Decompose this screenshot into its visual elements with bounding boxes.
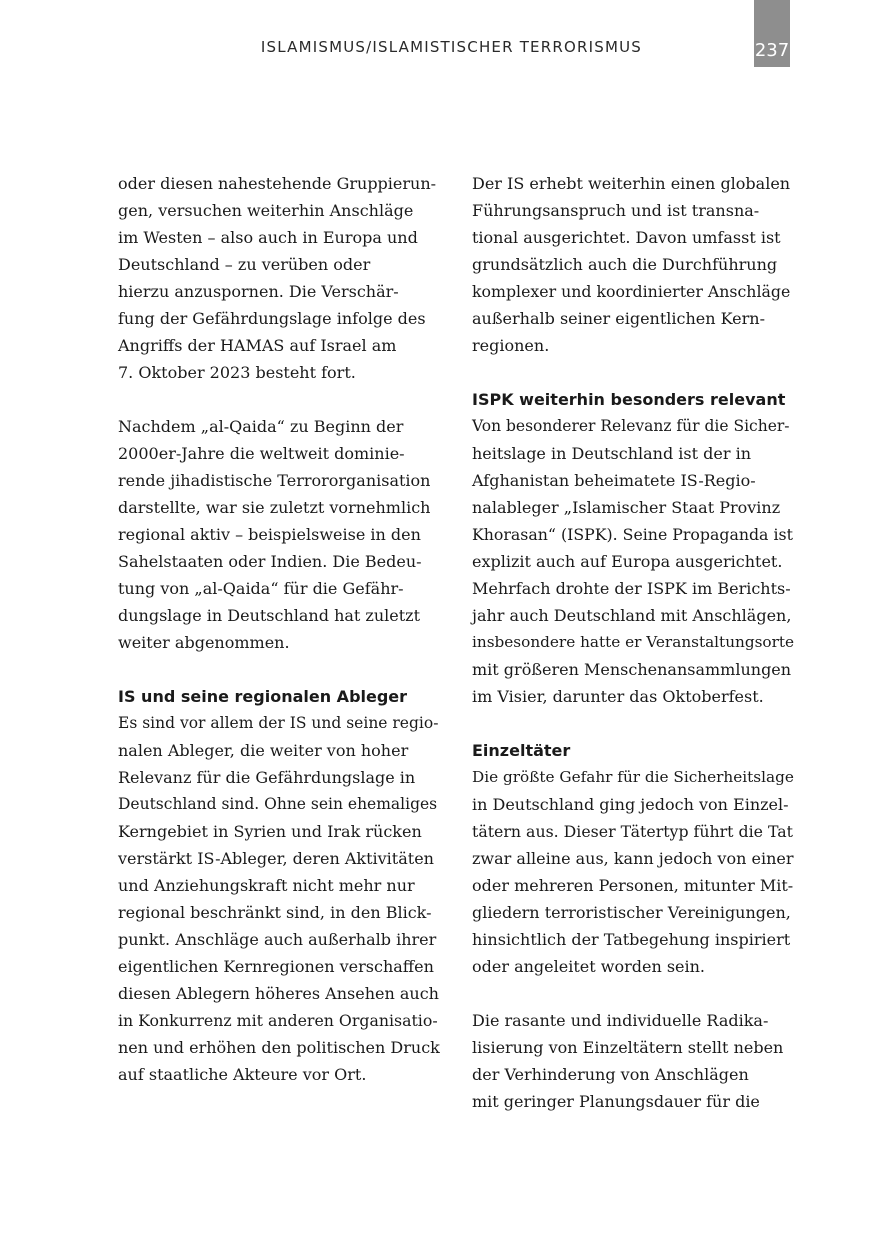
text-line: tional ausgerichtet. Davon umfasst ist — [472, 228, 781, 247]
text-line: regional beschränkt sind, in den Blick- — [118, 903, 432, 922]
text-line: und Anziehungskraft nicht mehr nur — [118, 876, 415, 895]
left-column — [118, 170, 440, 1088]
paragraph — [472, 737, 794, 980]
text-line: Kerngebiet in Syrien und Irak rücken — [118, 822, 422, 841]
text-line: verstärkt IS-Ableger, deren Aktivitäten — [118, 849, 434, 868]
text-line: weiter abgenommen. — [118, 633, 290, 652]
text-line: dungslage in Deutschland hat zuletzt — [118, 606, 421, 625]
text-line: tätern aus. Dieser Tätertyp führt die Tat — [472, 822, 793, 841]
text-line: Deutschland – zu verüben oder — [118, 255, 371, 274]
text-line: darstellte, war sie zuletzt vornehmlich — [118, 498, 431, 517]
text-line: rende jihadistische Terrororganisation — [118, 471, 431, 490]
text-line: Sahelstaaten oder Indien. Die Bedeu- — [118, 552, 422, 571]
text-line: in Konkurrenz mit anderen Organisatio- — [118, 1011, 438, 1030]
text-line: gen, versuchen weiterhin Anschläge — [118, 201, 414, 220]
text-line: heitslage in Deutschland ist der in — [472, 444, 751, 463]
text-line: fung der Gefährdungslage infolge des — [118, 309, 426, 328]
paragraph-spacer — [118, 656, 440, 683]
text-line: eigentlichen Kernregionen verschaffen — [118, 957, 434, 976]
paragraph — [472, 1007, 794, 1115]
text-line: regional aktiv – beispielsweise in den — [118, 525, 421, 544]
paragraph-spacer — [472, 980, 794, 1007]
text-line: gliedern terroristischer Vereinigungen, — [472, 903, 791, 922]
paragraph-spacer — [472, 710, 794, 737]
page-number-tab — [754, 0, 790, 67]
text-line: mit größeren Menschenansammlungen — [472, 660, 792, 679]
text-line: explizit auch auf Europa ausgerichtet. — [472, 552, 783, 571]
text-line: insbesondere hatte er Veranstaltungsorte — [472, 633, 795, 651]
text-line: mit geringer Planungsdauer für die — [472, 1092, 760, 1111]
text-line: tung von „al-Qaida“ für die Gefähr- — [118, 579, 404, 598]
text-line: Es sind vor allem der IS und seine regio- — [118, 714, 439, 732]
text-line: Von besonderer Relevanz für die Sicher- — [472, 417, 790, 435]
text-line: lisierung von Einzeltätern stellt neben — [472, 1038, 784, 1057]
text-line: Relevanz für die Gefährdungslage in — [118, 768, 416, 787]
text-line: jahr auch Deutschland mit Anschlägen, — [472, 606, 792, 625]
text-line: 7. Oktober 2023 besteht fort. — [118, 363, 356, 382]
page-number: 237 — [754, 40, 790, 61]
text-line: 2000er-Jahre die weltweit dominie- — [118, 444, 405, 463]
section-heading: ISPK weiterhin besonders relevant — [472, 390, 786, 409]
text-line: Khorasan“ (ISPK). Seine Propaganda ist — [472, 525, 793, 544]
text-line: oder mehreren Personen, mitunter Mit- — [472, 876, 794, 895]
text-line: hinsichtlich der Tatbegehung inspiriert — [472, 930, 791, 949]
text-line: Angriffs der HAMAS auf Israel am — [118, 336, 397, 355]
text-line: grundsätzlich auch die Durchführung — [472, 255, 778, 274]
text-line: Nachdem „al-Qaida“ zu Beginn der — [118, 417, 404, 436]
text-line: der Verhinderung von Anschlägen — [472, 1065, 749, 1084]
text-line: Deutschland sind. Ohne sein ehemaliges — [118, 795, 438, 813]
text-line: hierzu anzuspornen. Die Verschär- — [118, 282, 399, 301]
text-line: zwar alleine aus, kann jedoch von einer — [472, 849, 794, 868]
paragraph-spacer — [118, 386, 440, 413]
text-line: komplexer und koordinierter Anschläge — [472, 282, 791, 301]
section-heading: Einzeltäter — [472, 741, 571, 760]
paragraph — [118, 170, 440, 386]
right-column — [472, 170, 794, 1115]
paragraph — [118, 413, 440, 656]
text-line: Führungsanspruch und ist transna- — [472, 201, 760, 220]
paragraph-spacer — [472, 359, 794, 386]
text-line: diesen Ablegern höheres Ansehen auch — [118, 984, 439, 1003]
paragraph — [118, 683, 440, 1088]
text-line: oder angeleitet worden sein. — [472, 957, 706, 976]
text-line: im Visier, darunter das Oktoberfest. — [472, 687, 764, 706]
text-line: Afghanistan beheimatete IS-Regio- — [472, 471, 756, 490]
running-header: ISLAMISMUS/ISLAMISTISCHER TERRORISMUS — [260, 38, 642, 56]
text-line: Der IS erhebt weiterhin einen globalen — [472, 174, 791, 193]
section-heading: IS und seine regionalen Ableger — [118, 687, 408, 706]
text-line: Mehrfach drohte der ISPK im Berichts- — [472, 579, 791, 598]
text-line: Die rasante und individuelle Radika- — [472, 1011, 769, 1030]
text-line: auf staatliche Akteure vor Ort. — [118, 1065, 367, 1084]
text-line: nen und erhöhen den politischen Druck — [118, 1038, 440, 1057]
text-line: im Westen – also auch in Europa und — [118, 228, 418, 247]
paragraph — [472, 170, 794, 359]
text-line: punkt. Anschläge auch außerhalb ihrer — [118, 930, 437, 949]
text-line: in Deutschland ging jedoch von Einzel- — [472, 795, 789, 814]
text-line: außerhalb seiner eigentlichen Kern- — [472, 309, 765, 328]
paragraph — [472, 386, 794, 710]
text-line: nalen Ableger, die weiter von hoher — [118, 741, 409, 760]
text-line: regionen. — [472, 336, 550, 355]
text-line: nalableger „Islamischer Staat Provinz — [472, 498, 781, 517]
text-line: Die größte Gefahr für die Sicherheitslage — [472, 768, 794, 786]
text-line: oder diesen nahestehende Gruppierun- — [118, 174, 437, 193]
